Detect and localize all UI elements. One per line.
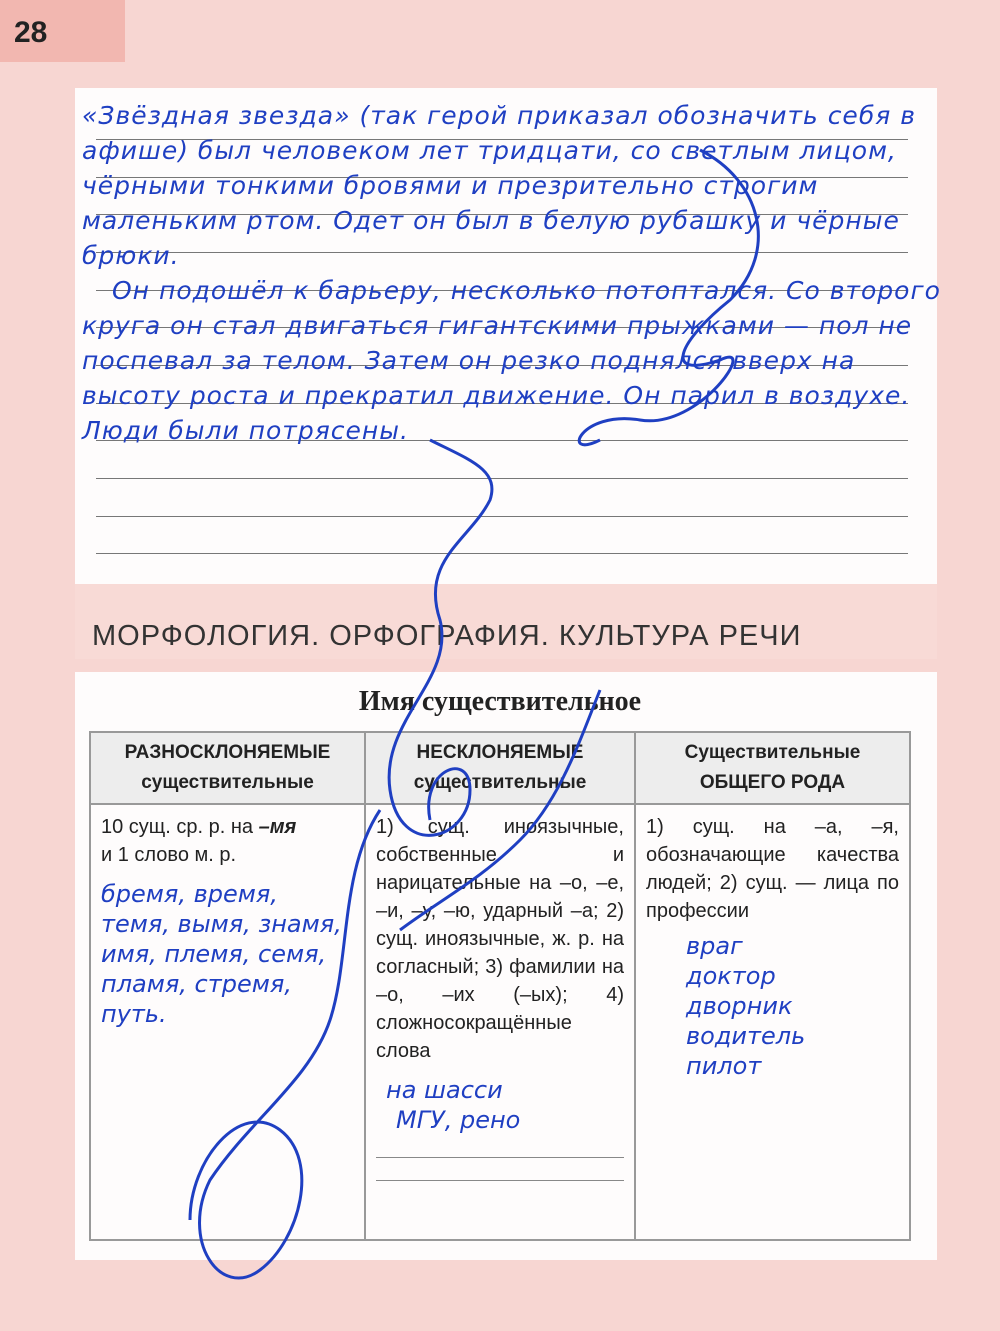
col2-handwritten-2: МГУ, рено xyxy=(396,1106,521,1134)
col3-word: враг xyxy=(686,932,743,960)
col3-word: доктор xyxy=(686,962,776,990)
col1-handwritten: бремя, время, темя, вымя, знамя, имя, племя, семя, пламя, стремя, путь. xyxy=(101,880,342,1028)
col2-handwritten-1: на шасси xyxy=(386,1076,503,1104)
bottom-margin xyxy=(75,1260,937,1331)
page-number: 28 xyxy=(14,16,48,49)
header-declinable: РАЗНОСКЛОНЯЕМЫЕ существительные xyxy=(90,732,365,804)
subtitle: Имя существительное xyxy=(358,686,642,717)
ruled-line xyxy=(96,478,908,479)
col1-ending: –мя xyxy=(258,816,297,838)
section-title: МОРФОЛОГИЯ. ОРФОГРАФИЯ. КУЛЬТУРА РЕЧИ xyxy=(92,620,802,652)
cell-indeclinable xyxy=(365,804,635,1240)
col3-word: дворник xyxy=(686,992,793,1020)
handwritten-paragraph-1: «Звёздная звезда» (так герой приказал обозначить себя в афише) был человеком лет тридцати, со светлым лицом, чёрными тонкими бровями и презрительно строгим маленьким ртом. Одет он был в белую рубашку и чёрные брюки. xyxy=(82,101,916,270)
header-indeclinable: НЕСКЛОНЯЕМЫЕ существительные xyxy=(365,732,635,804)
col3-word: водитель xyxy=(686,1022,806,1050)
blank-line xyxy=(376,1180,624,1181)
header-common-gender: Существительные ОБЩЕГО РОДА xyxy=(635,732,910,804)
col1-intro2: и 1 слово м. р. xyxy=(101,844,237,866)
noun-types-table xyxy=(89,731,911,1241)
handwritten-answer xyxy=(82,98,942,448)
handwritten-paragraph-2: Он подошёл к барьеру, несколько потоптался. Со второго круга он стал двигаться гигантскими прыжками — пол не поспевал за телом. Затем он резко поднялся вверх на высоту роста и прекратил движение. Он парил в воздухе. Люди были потрясены. xyxy=(82,276,941,445)
col3-text: 1) сущ. на –а, –я, обозначающие качества людей; 2) сущ. — лица по профессии xyxy=(646,816,899,922)
col1-intro: 10 сущ. ср. р. на xyxy=(101,816,254,838)
col3-handwritten-list xyxy=(646,931,899,1081)
cell-common-gender xyxy=(635,804,910,1240)
ruled-line xyxy=(96,553,908,554)
col2-blank-lines xyxy=(376,1157,624,1181)
blank-line xyxy=(376,1157,624,1158)
ruled-line xyxy=(96,516,908,517)
cell-declinable xyxy=(90,804,365,1240)
col3-word: пилот xyxy=(686,1052,762,1080)
col2-text: 1) сущ. иноязычные, собственные и нарицательные на –о, –е, –и, –у, –ю, ударный –а; 2) сущ. иноязычные, ж. р. на согласный; 3) фамилии на –о, –их (–ых); 4) сложносокращённые слова xyxy=(376,816,624,1062)
